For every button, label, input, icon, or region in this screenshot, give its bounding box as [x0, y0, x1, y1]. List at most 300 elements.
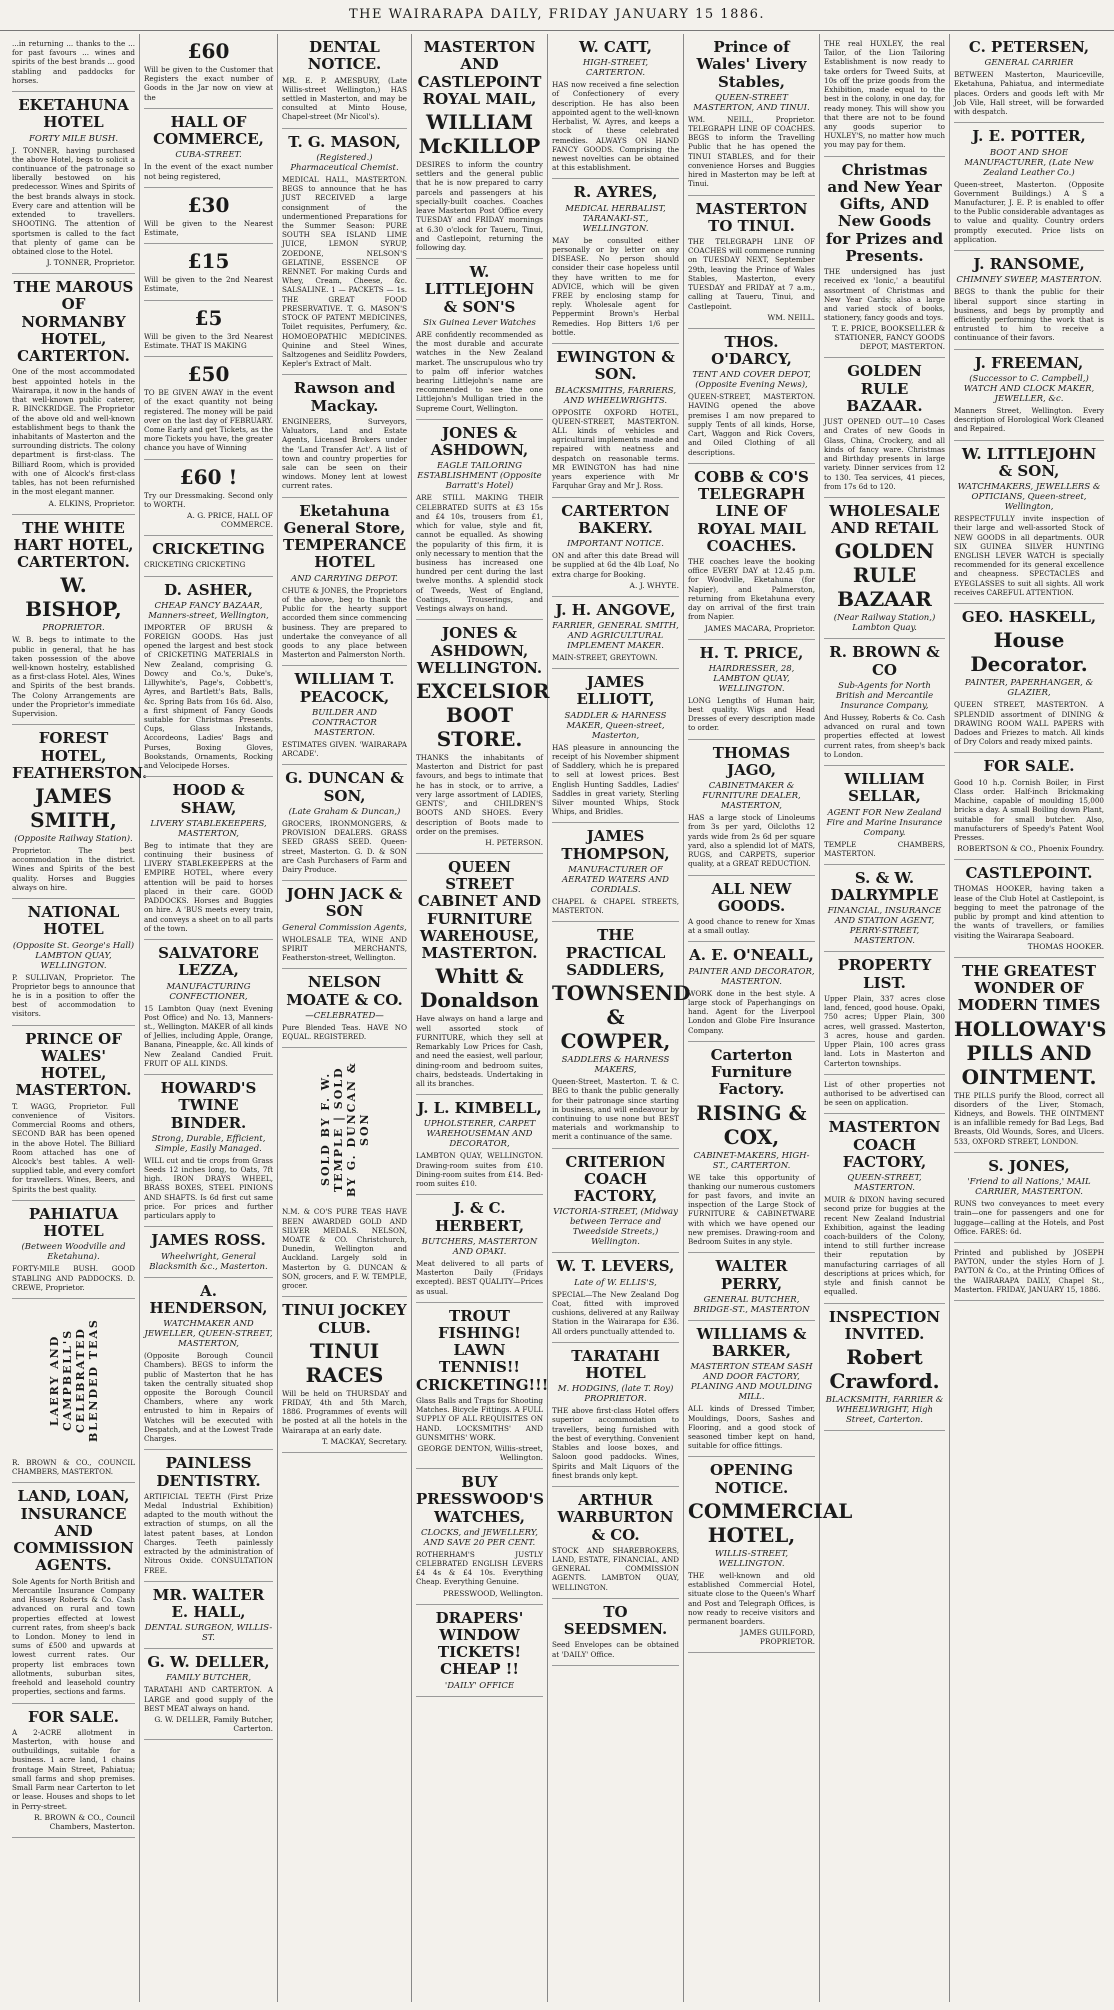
ad-headline: TINUI RACES	[305, 1338, 384, 1387]
ad-body: Good 10 h.p. Cornish Boiler, in First Class order. Half-inch Brickmaking Machine, capable of moulding 15,000 bricks a day. A small Boiling down Plant, suitable for small butcher. Also, manufacturers of Speedy's Patent Wool Presses.	[954, 777, 1104, 842]
ad-body: Queen-street, Masterton. (Opposite Government Buildings.) A S a Manufacturer, J. E. P. is enabled to offer to the Public considerable advantages as to value and quality. Country orders promptly executed. Price lists on application.	[954, 179, 1104, 244]
ad-subtitle: VICTORIA-STREET, (Midway between Terrace and Tweedside Streets,) Wellington.	[553, 1207, 678, 1248]
ad-body: WM. NEILL, Proprietor. TELEGRAPH LINE OF COACHES. BEGS to inform the Travelling Public that he has opened the TINUI STABLES, and for their convenience Horses and Buggies hired in Masterton may be left at Tinui.	[688, 114, 815, 189]
advertisement	[144, 1278, 273, 1451]
ad-title: WILLIAMS & BARKER,	[696, 1324, 807, 1361]
ad-body: J. TONNER, having purchased the above Hotel, begs to solicit a continuance of the patronage so liberally bestowed on his predecessor. Wines and Spirits of the best brands always in stock. Every care and attention will be extended to travellers. SHOOTING. The attention of sportsmen is called to the fact that plenty of game can be obtained close to the Hotel.	[12, 145, 135, 256]
ad-title: T. G. MASON,	[288, 132, 401, 151]
ad-signature: A. G. PRICE, HALL OF COMMERCE.	[187, 511, 273, 530]
ad-signature: JAMES MACARA, Proprietor.	[704, 623, 815, 633]
advertisement	[416, 420, 543, 620]
ad-body: CHUTE & JONES, the Proprietors of the above, beg to thank the Public for the hearty support accorded them since commencing business. They are prepared to undertake the conveyance of all goods to any place between Masterton and Palmerston North.	[282, 585, 407, 660]
ad-title: INSPECTION INVITED.	[828, 1307, 941, 1343]
ad-title: W. T. LEVERS,	[556, 1257, 675, 1276]
ad-body: STOCK AND SHAREBROKERS, LAND, ESTATE, FINANCIAL, AND GENERAL COMMISSION AGENTS. LAMBTON QUAY, WELLINGTON.	[552, 1545, 679, 1592]
ad-body: MEDICAL HALL, MASTERTON. BEGS to announce that he has JUST RECEIVED a large consignment of the undermentioned Preparations for the Summer Season: PURE SOUTH SEA ISLAND LIME JUICE, LEMON SYRUP, ZOEDONE, NELSON'S GELATINE, ESSENCE OF RENNET. For making Curds and Whey, Cream, Cheese, &c. SALSALINE. 1 — PACKETS — 1s. THE GREAT FOOD PRESERVATIVE. T. G. MASON'S STOCK OF PATENT MEDICINES, Toilet requisites, Perfumery, &c. HOMOEOPATHIC MEDICINES. Quinine and Steel Wines, Saltzogenes and Seidlitz Powders, Kepler's Extract of Malt.	[282, 174, 407, 369]
advertisement	[282, 34, 407, 129]
advertisement	[12, 1483, 135, 1703]
ad-body: IMPORTER OF BRUSH & FOREIGN GOODS. Has just opened the largest and best stock of CRICKETING MATERIALS in New Zealand, comprising G. Dowcy and Co.'s, Duke's, Lillywhite's, Page's, Cobbett's, Ayres, and Bartlett's Bats, Balls, &c. Spring Bats from 16s 6d. Also, a first shipment of Fancy Goods suitable for Christmas Presents. Cups, Glass Inkstands, Accordeons, Ladies' Bags and Purses, Boxing Gloves, Bookstands, Ornaments, Rocking and Velocipede Horses.	[144, 622, 273, 771]
advertisement	[12, 92, 135, 274]
ad-title: MR. WALTER E. HALL,	[152, 1585, 265, 1621]
ad-subtitle: (Successor to C. Campbell,) WATCH AND CLOCK MAKER, JEWELLER, &c.	[963, 373, 1095, 404]
ad-title: JOHN JACK & SON	[286, 885, 403, 921]
ad-signature: T. MACKAY, Secretary.	[321, 1436, 407, 1446]
ad-body: ROTHERHAM'S JUSTLY CELEBRATED ENGLISH LEVERS £4 4s & £4 10s. Everything Cheap. Everything Genuine.	[416, 1549, 543, 1587]
ad-subtitle: MANUFACTURER OF AERATED WATERS AND CORDIALS.	[562, 864, 669, 895]
ad-body: Seed Envelopes can be obtained at 'DAILY' Office.	[552, 1640, 679, 1659]
ad-title: JAMES ROSS.	[151, 1231, 266, 1250]
ad-body: MUIR & DIXON having secured second prize for buggies at the recent New Zealand Industrial Exhibition, against the leading coach-builders of the Colony, intend to still further increase their reputation by manufacturing carriages of all descriptions at prices which, for style and finish cannot be equalled.	[824, 1195, 945, 1297]
ad-title: J. E. POTTER,	[972, 127, 1086, 146]
advertisement	[552, 1487, 679, 1599]
ad-headline: £60	[187, 39, 230, 63]
ad-headline: £15	[187, 249, 230, 274]
ad-subtitle: (Between Woodville and Eketahuna).	[21, 1242, 126, 1263]
ad-signature: A. ELKINS, Proprietor.	[48, 498, 135, 508]
advertisement	[954, 350, 1104, 441]
ad-body: QUEEN-STREET, MASTERTON. HAVING opened the above premises I am now prepared to supply Tents of all kinds, Horse, Cart, Waggon and Rick Covers, and Oiled Clothing of all descriptions.	[688, 392, 815, 457]
ad-body: 15 Lambton Quay (next Evening Post Office) and No. 13, Manners-st., Wellington. MAKER of all kinds of Jellies, including Apple, Orange, Banana, Pineapple, &c. All kinds of New Zealand Candied Fruit. FRUIT OF ALL KINDS.	[144, 1003, 273, 1068]
ad-subtitle: GENERAL CARRIER	[984, 58, 1074, 69]
ad-signature: GEORGE DENTON, Willis-street, Wellington.	[417, 1444, 543, 1463]
ad-subtitle: MANUFACTURING CONFECTIONER,	[166, 981, 251, 1002]
advertisement	[416, 1605, 543, 1697]
advertisement	[282, 129, 407, 376]
ad-title: J. H. ANGOVE,	[555, 600, 676, 619]
advertisement	[416, 259, 543, 420]
ad-title: W. LITTLEJOHN & SON'S	[424, 263, 535, 316]
ad-subtitle: FINANCIAL, INSURANCE AND STATION AGENT, PERRY-STREET, MASTERTON.	[827, 906, 942, 947]
ad-subtitle: (Late Graham & Duncan,)	[288, 806, 401, 817]
ad-signature: R. BROWN & CO., Council Chambers, Masterton.	[34, 1812, 135, 1831]
ad-subtitle: LIVERY STABLEKEEPERS, MASTERTON,	[150, 818, 267, 839]
ad-body: THE above first-class Hotel offers superior accommodation to travellers, being furnished with the best of everything. Convenient Stables and loose boxes, and Saloon good paddocks. Wines, Spirits and Malt Liquors of the finest brands only kept.	[552, 1406, 679, 1480]
ad-title: FOR SALE.	[983, 757, 1075, 776]
ad-subtitle: IMPORTANT NOTICE.	[567, 539, 664, 550]
ad-body: LONG Lengths of Human hair, best quality. Wigs and Head Dresses of every description made to order.	[688, 695, 815, 733]
ad-subtitle: CLOCKS, and JEWELLERY, AND SAVE 20 PER CENT.	[421, 1527, 538, 1548]
ad-subtitle: QUEEN-STREET, MASTERTON.	[847, 1173, 922, 1194]
advertisement	[12, 515, 135, 726]
ad-title: CASTLEPOINT.	[965, 864, 1093, 883]
ad-body: Try our Dressmaking. Second only to WORTH.	[144, 490, 273, 509]
advertisement	[552, 823, 679, 922]
ad-headline: Whitt & Donaldson	[420, 964, 539, 1013]
ad-body: MAY be consulted either personally or by letter on any DISEASE. No person should consider their case hopeless until they have written to me for ADVICE, which will be given FREE by enclosing stamp for reply. Wholesale agent for Peppermint Brown's Herbal Remedies. Hop Bitters 1/6 per bottle.	[552, 235, 679, 337]
ad-title: W. CATT,	[578, 38, 653, 56]
ad-title: EWINGTON & SON.	[556, 348, 675, 384]
ad-subtitle: WATCHMAKER AND JEWELLER, QUEEN-STREET, MASTERTON,	[144, 1319, 273, 1350]
ad-signature: THOMAS HOOKER.	[1027, 941, 1104, 951]
ad-subtitle: FARRIER, GENERAL SMITH, AND AGRICULTURAL IMPLEMENT MAKER.	[552, 620, 679, 651]
ad-title: WALTER PERRY,	[715, 1257, 788, 1293]
advertisement	[282, 666, 407, 765]
ad-body: RUNS two conveyances to meet every train—one for passengers and one for luggage—calling at the Hotels, and Post Office. FARES: 6d.	[954, 1199, 1104, 1236]
ad-subtitle: Sub-Agents for North British and Mercantile Insurance Company,	[835, 680, 934, 711]
ad-title: A. E. O'NEALL,	[689, 946, 814, 965]
advertisement	[824, 952, 945, 1074]
ad-body: THE well-known and old established Commercial Hotel, situate close to the Queen's Wharf and Post and Telegraph Offices, is now ready to receive visitors and permanent boarders.	[688, 1570, 815, 1626]
ad-signature: J. TONNER, Proprietor.	[46, 258, 135, 268]
ad-subtitle: MASTERTON STEAM SASH AND DOOR FACTORY, PLANING AND MOULDING MILL.	[690, 1362, 813, 1403]
advertisement	[416, 1195, 543, 1302]
advertisement	[954, 1243, 1104, 1301]
ad-body: BEGS to thank the public for their liberal support since starting in business, and begs by promptly and efficiently performing the work that is entrusted to him to receive a continuance of their favors.	[954, 287, 1104, 343]
ad-body: ARE STILL MAKING THEIR CELEBRATED SUITS at £3 15s and £4 10s, trousers from £1, which for value, style and fit, cannot be equalled. As showing the popularity of this firm, it is only necessary to mention that the business has increased one hundred per cent during the last twelve months. A splendid stock of Tweeds, West of England, Coatings, Trouserings, and Vestings always on hand.	[416, 493, 543, 614]
advertisement	[12, 899, 135, 1026]
column-6	[684, 34, 853, 2002]
ad-subtitle: WILLIS-STREET, WELLINGTON.	[714, 1548, 789, 1569]
ad-subtitle: Wheelwright, General Blacksmith &c., Masterton.	[149, 1251, 268, 1272]
ad-body: WILL cut and tie crops from Grass Seeds 12 inches long, to Oats, 7ft high. IRON DRAYS WHEEL, BRASS BOXES, STEEL PINIONS AND SHAFTS. Is 6d first cut same price. For prices and further particulars apply to	[144, 1155, 273, 1221]
advertisement	[282, 1297, 407, 1453]
ad-signature: WM. NEILL.	[767, 312, 815, 322]
advertisement	[416, 854, 543, 1095]
ad-body: In the event of the exact number not being registered,	[144, 162, 273, 181]
advertisement	[144, 1582, 273, 1650]
ad-title: D. ASHER,	[164, 580, 253, 599]
advertisement	[144, 1450, 273, 1581]
ad-body: A 2-ACRE allotment in Masterton, with house and outbuildings, suitable for a business. 1 acre land, 1 chains frontage Main Street, Pahiatua; small farms and shop premises. Small Farm near Carterton to let or lease. Houses and shops to let in Perry-street.	[12, 1727, 135, 1811]
advertisement	[144, 777, 273, 940]
engraving-text: LAERY AND CAMPBELL'S CELEBRATED BLENDED TEAS	[47, 1318, 100, 1442]
ad-title: GEO. HASKELL,	[961, 608, 1097, 627]
advertisement	[954, 34, 1104, 123]
ad-title: WILLIAM T. PEACOCK,	[294, 670, 395, 706]
advertisement	[954, 251, 1104, 350]
ad-subtitle: (Near Railway Station,) Lambton Quay.	[833, 613, 936, 634]
advertisement	[12, 274, 135, 514]
ad-subtitle: CHIMNEY SWEEP, MASTERTON.	[956, 275, 1102, 286]
ad-subtitle: CUBA-STREET.	[175, 150, 242, 161]
ad-title: HALL OF COMMERCE,	[153, 112, 264, 149]
ad-title: TO SEEDSMEN.	[563, 1602, 668, 1639]
advertisement	[144, 244, 273, 300]
ad-body: CHAPEL & CHAPEL STREETS, MASTERTON.	[552, 896, 679, 916]
ad-title: EKETAHUNA HOTEL	[18, 96, 129, 132]
advertisement	[416, 34, 543, 259]
ad-body: HAS now received a fine selection of Confectionery of every description. He has also been appointed agent to the well-known Herbalist, W. Ayres, and keeps a stock of these celebrated remedies. ALWAYS ON HAND FANCY GOODS. Comprising the newest novelties can be obtained at this establishment.	[552, 80, 679, 173]
ad-headline: £60 !	[179, 464, 238, 489]
ad-title: NELSON MOATE & CO.	[286, 973, 403, 1009]
advertisement	[144, 1227, 273, 1277]
ad-title: COBB & CO'S TELEGRAPH LINE OF ROYAL MAIL COACHES.	[694, 467, 809, 555]
ad-title: QUEEN STREET CABINET AND FURNITURE WAREHOUSE, MASTERTON.	[417, 857, 542, 963]
advertisement	[416, 1469, 543, 1605]
advertisement	[824, 1075, 945, 1115]
ad-subtitle: (Opposite Railway Station).	[14, 834, 133, 844]
advertisement	[552, 922, 691, 1148]
ad-title: J. & C. HERBERT,	[434, 1199, 525, 1235]
advertisement	[688, 329, 815, 464]
advertisement	[688, 1321, 815, 1458]
ad-body: Upper Plain, 337 acres close land, fenced, good house. Opaki, 750 acres; Upper Plain, 300 acres, well grassed. Masterton, 3 acres, house and garden. Upper Plain, 100 acres grass land. Lots in Masterton and Carterton townships.	[824, 993, 945, 1068]
ad-body: MAIN-STREET, GREYTOWN.	[552, 652, 658, 662]
ad-subtitle: —CELEBRATED—	[305, 1010, 384, 1021]
column-7	[820, 34, 950, 2002]
advertisement	[824, 1114, 945, 1303]
ad-body: Meat delivered to all parts of Masterton Daily (Fridays excepted). BEST QUALITY—Prices as usual.	[416, 1258, 543, 1296]
ad-subtitle: (Opposite St. George's Hall) LAMBTON QUAY, WELLINGTON.	[12, 940, 135, 971]
ad-subtitle: FAMILY BUTCHER,	[165, 1673, 252, 1684]
ad-subtitle: Strong, Durable, Efficient, Simple, Easily Managed.	[151, 1133, 266, 1154]
advertisement	[12, 1299, 135, 1483]
ad-body: Will be given to the 2nd Nearest Estimate,	[144, 275, 273, 294]
advertisement	[824, 639, 945, 766]
ad-title: LAND, LOAN, INSURANCE AND COMMISSION AGENTS.	[13, 1487, 134, 1575]
ad-body: R. BROWN & CO., COUNCIL CHAMBERS, MASTERTON.	[12, 1458, 135, 1477]
ad-headline: COMMERCIAL HOTEL,	[688, 1498, 853, 1547]
ad-body: Proprietor. The best accommodation in the district. Wines and Spirits of the best quality. Horses and Buggies always on hire.	[12, 846, 135, 892]
advertisement	[688, 942, 815, 1041]
ad-title: GOLDEN RULE BAZAAR.	[846, 362, 923, 415]
advertisement	[416, 1095, 543, 1195]
ad-title: HOOD & SHAW,	[172, 781, 245, 817]
advertisement	[688, 1042, 815, 1254]
ad-subtitle: CHEAP FANCY BAZAAR, Manners-street, Wellington,	[148, 600, 269, 621]
ad-body: WORK done in the best style. A large stock of Paperhangings on hand. Agent for the Liverpool London and Globe Fire Insurance Company.	[688, 988, 815, 1035]
ad-title: H. T. PRICE,	[699, 643, 804, 662]
column-5	[548, 34, 691, 2002]
advertisement	[416, 1303, 549, 1469]
ad-title: G. DUNCAN & SON,	[285, 769, 404, 805]
ad-title: NATIONAL HOTEL	[27, 903, 120, 939]
ad-body: HAS a large stock of Linoleums from 3s per yard, Oilcloths 12 yards wide from 2s 6d per square yard, also a splendid lot of MATS, RUGS, and CARPETS, superior quality, at a GREAT REDUCTION.	[688, 813, 815, 869]
ad-title: THE MAROUS OF NORMANBY HOTEL, CARTERTON.	[13, 278, 134, 366]
ad-title: OPENING NOTICE.	[709, 1461, 794, 1497]
ad-body: OPPOSITE OXFORD HOTEL, QUEEN-STREET, MASTERTON. ALL kinds of vehicles and agricultural implements made and repaired with neatness and despatch on reasonable terms. MR EWINGTON has had nine years experience with Mr Farquhar Gray and Mr J. Ross.	[552, 407, 679, 491]
ad-subtitle: BUTCHERS, MASTERTON AND OPAKI.	[421, 1236, 538, 1257]
ad-body: (Opposite Borough Council Chambers). BEGS to inform the public of Masterton that he has taken the centrally situated shop opposite the Borough Council Chambers, where any work entrusted to him in Repairs of Watches will be executed with Despatch, and at the Lowest Trade Charges.	[144, 1351, 273, 1444]
ad-title: MASTERTON COACH FACTORY,	[828, 1118, 941, 1171]
ad-headline: GOLDEN RULE BAZAAR	[834, 539, 935, 612]
ad-body: THE PILLS purify the Blood, correct all disorders of the Liver, Stomach, Kidneys, and Bowels. THE OINTMENT is an infallible remedy for Bad Legs, Bad Breasts, Old Wounds, Sores, and Ulcers. 533, OXFORD STREET, LONDON.	[954, 1090, 1104, 1146]
ad-headline: £50	[187, 362, 230, 387]
ad-subtitle: BOOT AND SHOE MANUFACTURER, (Late New Zealand Leather Co.)	[964, 147, 1094, 178]
ad-subtitle: QUEEN-STREET MASTERTON, AND TINUI.	[693, 92, 810, 113]
advertisement	[144, 577, 273, 778]
ad-title: JAMES ELLIOTT,	[576, 673, 655, 709]
ad-body: W. B. begs to intimate to the public in general, that he has taken possession of the above well-known hostelry, established as a first-class Hotel. Ales, Wines and Spirits of the best brands. The Colony Arrangements are under the Proprietor's immediate Supervision.	[12, 635, 135, 719]
ad-body: Will be given to the Nearest Estimate,	[144, 218, 273, 238]
advertisement	[824, 865, 945, 953]
ad-body: Sole Agents for North British and Mercantile Insurance Company and Hussey Roberts & Co. Cash advanced on rural and town properties effected at lowest current rates, from sheep's back to London. Money to lend in sums of £500 and upwards at lowest current rates. Our property list embraces town allotments, suburban sites, freehold and leasehold country properties, sections and farms.	[12, 1576, 135, 1697]
ad-title: S. JONES,	[988, 1156, 1070, 1175]
ad-subtitle: FORTY MILE BUSH.	[28, 133, 119, 144]
advertisement	[688, 464, 815, 640]
ad-subtitle: 'DAILY' OFFICE	[444, 1680, 515, 1691]
ad-title: R. BROWN & CO	[829, 643, 940, 679]
ad-headline: W. BISHOP,	[25, 573, 122, 622]
ad-headline: £5	[194, 305, 223, 330]
ad-title: SALVATORE LEZZA,	[158, 944, 259, 980]
advertisement	[144, 1075, 273, 1227]
ad-body: QUEEN STREET, MASTERTON. A SPLENDID assortment of DINING & DRAWING ROOM WALL PAPERS with Dadoes and Friezes to match. All kinds of Dry Colors and ready mixed paints.	[954, 700, 1104, 747]
column-2	[140, 34, 278, 2002]
ad-body: Beg to intimate that they are continuing their business of LIVERY STABLEKEEPERS at the EMPIRE HOTEL, where every attention will be paid to horses placed in their care. GOOD PADDOCKS. Horses and Buggies on hire. A 'BUS meets every train, and conveys a sheet on to all parts of the town.	[144, 840, 273, 933]
ad-subtitle: CABINETMAKER & FURNITURE DEALER, MASTERTON,	[702, 781, 801, 812]
ad-title: J. FREEMAN,	[974, 353, 1084, 372]
ad-body: Printed and published by JOSEPH PAYTON, under the styles Horn of J. PAYTON & Co., at the Printing Offices of the WAIRARAPA DAILY, Chapel St., Masterton. FRIDAY, JANUARY 15, 1886.	[954, 1247, 1104, 1294]
ad-title: ALL NEW GOODS.	[711, 879, 792, 915]
columns	[8, 34, 1108, 2002]
ad-title: FOREST HOTEL, FEATHERSTON.	[12, 729, 148, 782]
advertisement	[552, 1253, 679, 1342]
ad-subtitle: DENTAL SURGEON, WILLIS-ST.	[144, 1623, 273, 1644]
advertisement	[824, 498, 945, 640]
ad-subtitle: MEDICAL HERBALIST, TARANAKI-ST., WELLINGTON.	[565, 203, 666, 234]
ad-subtitle: HAIRDRESSER, 28, LAMBTON QUAY, WELLINGTON.	[708, 663, 795, 694]
advertisement	[688, 1253, 815, 1321]
ad-signature: A. J. WHYTE.	[629, 580, 679, 590]
advertisement	[954, 958, 1107, 1153]
ad-title: J. RANSOME,	[973, 255, 1085, 274]
advertisement	[688, 196, 815, 329]
ad-body: THE TELEGRAPH LINE OF COACHES will commence running on TUESDAY NEXT, September 29th, leaving the Prince of Wales Stables, Masterton, every TUESDAY and FRIDAY at 7 a.m., calling at Taueru, Tinui, and Castlepoint.	[688, 237, 815, 311]
engraving-text: SOLD BY F. W. TEMPLE | SOLD BY G. DUNCAN & SON	[318, 1061, 371, 1198]
ad-title: FOR SALE.	[27, 1707, 120, 1726]
ad-body: N.M. & CO'S PURE TEAS HAVE BEEN AWARDED GOLD AND SILVER MEDALS. NELSON, MOATE & CO. Christchurch, Dunedin, Wellington and Auckland. Largely sold in Masterton by G. DUNCAN & SON, grocers, and F. W. TEMPLE, grocer.	[282, 1207, 407, 1291]
ad-title: R. AYRES,	[573, 183, 658, 202]
ad-body: ON and after this date Bread will be supplied at 6d the 4lb Loaf, No extra charge for Booking.	[552, 551, 679, 579]
advertisement	[552, 34, 679, 179]
ad-body: THANKS the inhabitants of Masterton and District for past favours, and begs to intimate that he has in stock, or to arrive, a very large assortment of LADIES, GENTS', and CHILDREN'S BOOTS AND SHOES. Every description of Boots made to order on the premises.	[416, 753, 543, 836]
ad-body: THE real HUXLEY, the real Tailor, of the Lion Tailoring Establishment is now ready to take orders for Tweed Suits, at 10s off the prize goods from the Exhibition, made equal to the best in the colony, in one day, for ready money. This will show you that there are not to be found any goods superior to HUXLEY'S, no matter how much you may pay for them.	[824, 39, 945, 150]
advertisement	[12, 34, 135, 92]
ad-body: ALL kinds of Dressed Timber, Mouldings, Doors, Sashes and Flooring, and a good stock of seasoned timber kept on hand, suitable for office fittings.	[688, 1404, 815, 1451]
ad-subtitle: Late of W. ELLIS'S,	[574, 1277, 657, 1288]
ad-title: MASTERTON AND CASTLEPOINT ROYAL MAIL,	[417, 38, 542, 108]
ad-title: DRAPERS' WINDOW TICKETS! CHEAP !!	[435, 1608, 524, 1679]
ad-title: PAHIATUA HOTEL	[28, 1204, 119, 1241]
column-8	[950, 34, 1108, 2002]
advertisement	[552, 498, 679, 597]
ad-title: TROUT FISHING! LAWN TENNIS!! CRICKETING!!!	[416, 1306, 549, 1394]
ad-title: Rawson and Mackay.	[293, 379, 396, 415]
ad-title: HOWARD'S TWINE BINDER.	[160, 1079, 257, 1132]
column-3	[278, 34, 412, 2002]
ad-body: FORTY-MILE BUSH. GOOD STABLING AND PADDOCKS. D. CREWE, Proprietor.	[12, 1264, 135, 1292]
column-1	[8, 34, 148, 2002]
ad-title: Christmas and New Year Gifts, AND New Goods for Prizes and Presents.	[825, 160, 944, 265]
ad-body: TEMPLE CHAMBERS, MASTERTON.	[824, 839, 945, 858]
advertisement	[688, 640, 815, 740]
ad-signature: T. E. PRICE, BOOKSELLER & STATIONER, FANCY GOODS DEPOT, MASTERTON.	[832, 324, 945, 352]
ad-title: DENTAL NOTICE.	[307, 38, 382, 74]
ad-headline: TOWNSEND & COWPER,	[552, 981, 691, 1054]
advertisement	[688, 876, 815, 943]
advertisement	[552, 1149, 679, 1254]
ad-title: MASTERTON TO TINUI.	[695, 199, 808, 235]
ad-title: CRICKETING	[152, 540, 265, 559]
ad-title: JONES & ASHDOWN,	[430, 423, 529, 460]
ad-body: Will be given to the Customer that Registers the exact number of Goods in the Jar now on view at the	[144, 65, 273, 102]
ad-headline: Robert Crawford.	[829, 1345, 940, 1394]
engraving-illustration	[282, 1054, 407, 1204]
ad-body: JUST OPENED OUT—10 Cases and Crates of new Goods in Glass, China, Crockery, and all kinds of fancy ware. Christmas and Birthday presents in large variety. Dinner services from 12 to 130. Tea services, 41 pieces, from 17s 6d to 120.	[824, 417, 945, 491]
ad-title: S. & W. DALRYMPLE	[830, 868, 939, 905]
advertisement	[144, 940, 273, 1075]
ad-signature: ROBERTSON & CO., Phoenix Foundry.	[957, 844, 1104, 854]
ad-body: One of the most accommodated best appointed hotels in the Wairarapa, it now in the hands of that well-known public caterer, R. BINCKRIDGE. The Proprietor of the above old and well-known establishment begs to thank the inhabitants of Masterton and the surrounding districts. The colony department is first-class. The Billiard Room, which is provided with one of Alcock's first-class tables, has not been refurnished in the most elegant manner.	[12, 367, 135, 497]
ad-title: PROPERTY LIST.	[837, 956, 932, 992]
ad-title: CRITERION COACH FACTORY,	[565, 1152, 666, 1206]
ad-subtitle: Six Guinea Lever Watches	[423, 317, 536, 328]
ad-body: Will be held on THURSDAY and FRIDAY, 4th and 5th March, 1886. Programmes of events will be posted at all the hotels in the Wairarapa at an early date.	[282, 1388, 407, 1435]
ad-title: Eketahuna General Store, TEMPERANCE HOTEL	[282, 501, 407, 572]
ad-subtitle: PROPRIETOR.	[42, 623, 105, 634]
ad-title: Prince of Wales' Livery Stables,	[696, 38, 807, 91]
advertisement	[282, 969, 407, 1048]
ad-subtitle: BLACKSMITH, FARRIER & WHEELWRIGHT, High Street, Carterton.	[825, 1395, 944, 1426]
ad-body: Have always on hand a large and well assorted stock of FURNITURE, which they sell at Remarkably Low Prices for Cash, and need the easiest, well parlour, dining-room and bedroom suites, chairs, bedsteads. Undertaking in all its branches.	[416, 1014, 543, 1088]
ad-headline: RISING & COX,	[696, 1100, 807, 1149]
advertisement	[954, 441, 1104, 604]
ad-title: TINUI JOCKEY CLUB.	[282, 1301, 407, 1337]
ad-headline: £30	[187, 192, 230, 217]
advertisement	[144, 109, 273, 188]
advertisement	[552, 669, 679, 823]
ad-title: TARATAHI HOTEL	[571, 1346, 660, 1382]
ad-body: TARATAHI AND CARTERTON. A LARGE and good supply of the BEST MEAT always on hand.	[144, 1685, 273, 1713]
ad-subtitle: SADDLER & HARNESS MAKER, Queen-street, Masterton,	[564, 710, 667, 741]
ad-subtitle: BUILDER AND CONTRACTOR MASTERTON.	[312, 707, 377, 738]
advertisement	[12, 1026, 135, 1201]
ad-headline: HOLLOWAY'S PILLS AND OINTMENT.	[954, 1016, 1107, 1089]
ad-signature: JAMES GUILFORD, PROPRIETOR.	[740, 1628, 815, 1647]
advertisement	[824, 157, 945, 359]
ad-title: CARTERTON BAKERY.	[561, 501, 670, 537]
ad-headline: JAMES SMITH,	[30, 784, 117, 832]
advertisement	[954, 1153, 1104, 1243]
ad-subtitle: CABINET-MAKERS, HIGH-ST., CARTERTON.	[693, 1150, 810, 1171]
ad-body: ...in returning ... thanks to the ... for past favours ... wines and spirits of the best brands ... good stabling and paddocks for horses.	[12, 39, 135, 85]
ad-subtitle: AGENT FOR New Zealand Fire and Marine Insurance Company.	[826, 807, 943, 838]
column-4	[412, 34, 548, 2002]
ad-subtitle: BLACKSMITHS, FARRIERS, AND WHEELWRIGHTS.	[554, 385, 677, 406]
advertisement	[12, 1704, 135, 1838]
ad-body: Glass Balls and Traps for Shooting Matches. Bicycle Fittings. A FULL SUPPLY OF ALL REQUISITES ON HAND. LOCKSMITHS' AND GUNSMITHS' WORK.	[416, 1395, 543, 1442]
ad-body: P. SULLIVAN, Proprietor. The Proprietor begs to announce that he is in a position to offer the best of accommodation to visitors.	[12, 972, 135, 1019]
ad-title: PRINCE OF WALES' HOTEL, MASTERTON.	[15, 1029, 132, 1100]
advertisement	[144, 357, 273, 460]
ad-body: TO BE GIVEN AWAY in the event of the exact quantity not being registered. The money will be paid over on the last day of FEBRUARY. Come Early and get Tickets, as the more Tickets you have, the greater chance you have of Winning	[144, 388, 273, 453]
ad-title: THOS. O'DARCY,	[711, 332, 792, 368]
ad-subtitle: WATCHMAKERS, JEWELLERS & OPTICIANS, Queen-street, Wellington,	[957, 482, 1101, 513]
advertisement	[824, 34, 945, 157]
advertisement	[144, 301, 273, 357]
advertisement	[552, 597, 679, 669]
ad-title: W. LITTLEJOHN & SON,	[961, 444, 1097, 480]
ad-body: BETWEEN Masterton, Mauriceville, Eketahuna, Pahiatua, and intermediate places. Orders and goods left with Mr Job Vile, Hall street, will be forwarded with despatch.	[954, 70, 1104, 117]
ad-subtitle: AND CARRYING DEPOT.	[290, 573, 398, 584]
ad-title: THOMAS JAGO,	[712, 743, 791, 779]
advertisement	[954, 123, 1104, 251]
ad-title: WILLIAM SELLAR,	[844, 770, 925, 806]
ad-subtitle: M. HODGINS, (late T. Roy) PROPRIETOR.	[557, 1384, 674, 1405]
ad-title: JONES & ASHDOWN, WELLINGTON.	[416, 624, 543, 677]
ad-title: A. HENDERSON,	[149, 1281, 268, 1317]
advertisement	[954, 860, 1104, 958]
ad-signature: G. W. DELLER, Family Butcher, Carterton.	[154, 1715, 273, 1734]
ad-title: Carterton Furniture Factory.	[710, 1045, 793, 1099]
advertisement	[824, 358, 945, 498]
ad-body: THE undersigned has just received ex 'Ionic,' a beautiful assortment of Christmas and New Year Cards; also a large and varied stock of books, stationery, fancy goods and toys.	[824, 267, 945, 323]
ad-title: BUY PRESSWOOD'S WATCHES,	[416, 1473, 544, 1526]
ad-title: G. W. DELLER,	[147, 1653, 270, 1672]
ad-body: WE take this opportunity of thanking our numerous customers for past favors, and invite an inspection of the Large Stock of FURNITURE & CABINETWARE with which we have opened our new premises. Drawing-room and Bedroom Suites in any style.	[688, 1172, 815, 1247]
advertisement	[12, 725, 148, 899]
